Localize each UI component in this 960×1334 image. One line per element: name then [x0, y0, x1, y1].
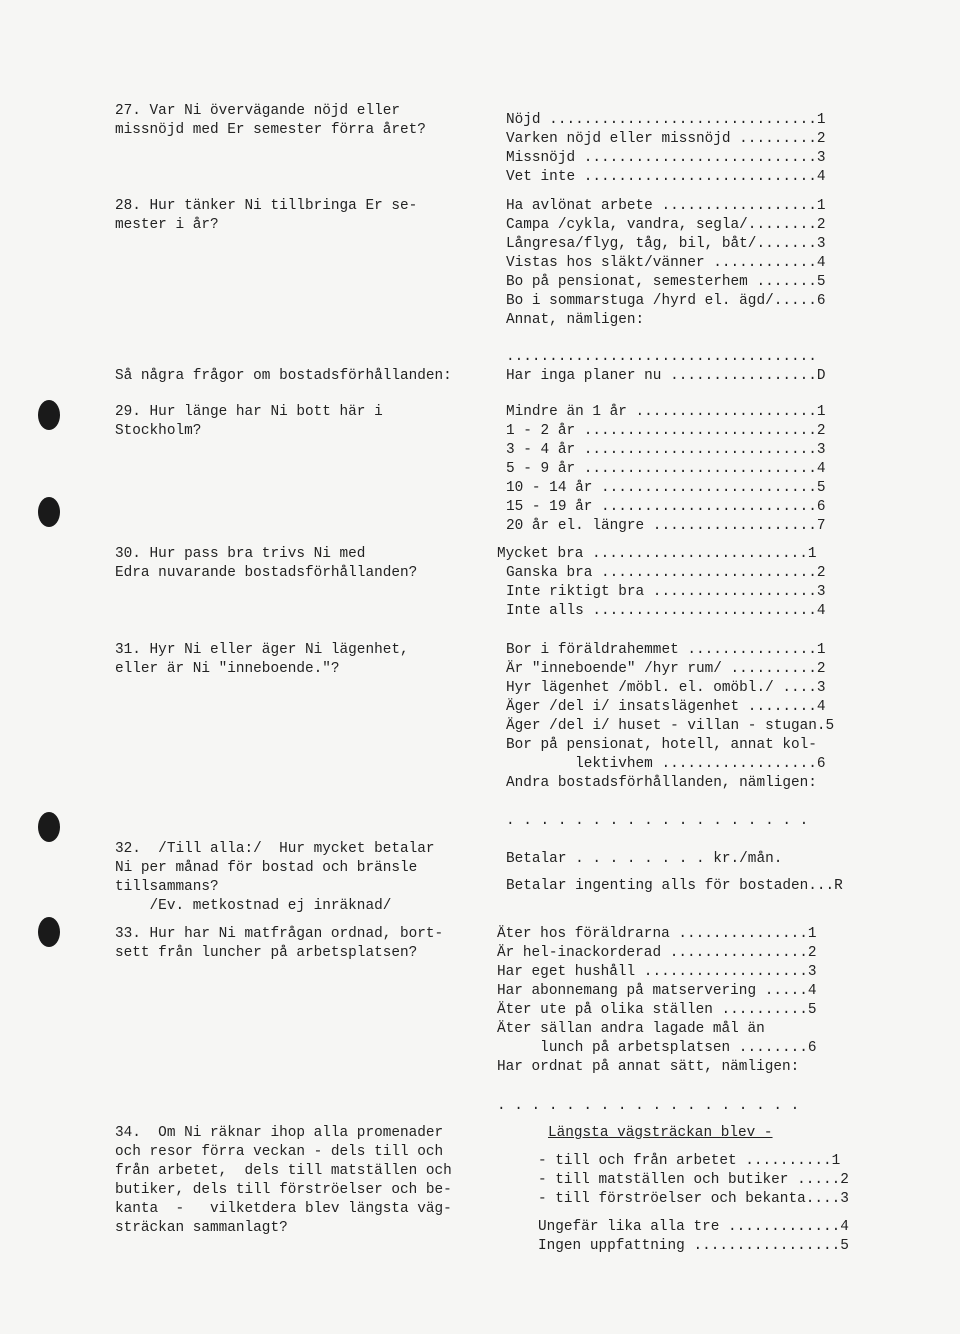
q28-option: Långresa/flyg, tåg, bil, båt/.......3	[506, 236, 826, 252]
q29-option: 20 år el. längre ...................7	[506, 518, 826, 534]
q28-option-other: Annat, nämligen:	[506, 312, 645, 328]
q34-text-line: sträckan sammanlagt?	[115, 1220, 288, 1236]
q33-text-line: sett från luncher på arbetsplatsen?	[115, 945, 418, 961]
q28-option: Campa /cykla, vandra, segla/........2	[506, 217, 826, 233]
q27-text-line: missnöjd med Er semester förra året?	[115, 122, 426, 138]
punch-hole-2	[38, 497, 60, 527]
q28-option: Bo i sommarstuga /hyrd el. ägd/.....6	[506, 293, 826, 309]
q33-option: Äter ute på olika ställen ..........5	[497, 1002, 817, 1018]
q33-option: Har abonnemang på matservering .....4	[497, 983, 817, 999]
q34-text-line: och resor förra veckan - dels till och	[115, 1144, 444, 1160]
q32-amount-field: Betalar . . . . . . . . kr./mån.	[506, 851, 783, 867]
q29-option: Mindre än 1 år .....................1	[506, 404, 826, 420]
q31-option: Äger /del i/ insatslägenhet ........4	[506, 699, 826, 715]
punch-hole-4	[38, 917, 60, 947]
q34-text-line: 34. Om Ni räknar ihop alla promenader	[115, 1125, 444, 1141]
q28-text-line: 28. Hur tänker Ni tillbringa Er se-	[115, 198, 418, 214]
q33-text-line: 33. Hur har Ni matfrågan ordnad, bort-	[115, 926, 444, 942]
q29-option: 5 - 9 år ...........................4	[506, 461, 826, 477]
q31-text-line: eller är Ni "inneboende."?	[115, 661, 340, 677]
q32-text-line: /Ev. metkostnad ej inräknad/	[115, 898, 392, 914]
q34-option: Ungefär lika alla tre .............4	[538, 1219, 849, 1235]
q27-option: Varken nöjd eller missnöjd .........2	[506, 131, 826, 147]
q28-text-line: mester i år?	[115, 217, 219, 233]
q30-text-line: Edra nuvarande bostadsförhållanden?	[115, 565, 418, 581]
q34-option: - till förströelser och bekanta....3	[538, 1191, 849, 1207]
q34-option: - till och från arbetet ..........1	[538, 1153, 841, 1169]
q32-text-line: Ni per månad för bostad och bränsle	[115, 860, 418, 876]
q30-option: Inte alls ..........................4	[506, 603, 826, 619]
punch-hole-3	[38, 812, 60, 842]
punch-hole-1	[38, 400, 60, 430]
q27-option: Vet inte ...........................4	[506, 169, 826, 185]
q27-option: Nöjd ...............................1	[506, 112, 826, 128]
q28-option: Bo på pensionat, semesterhem .......5	[506, 274, 826, 290]
q27-text-line: 27. Var Ni övervägande nöjd eller	[115, 103, 400, 119]
q33-fill-line: . . . . . . . . . . . . . . . . . .	[497, 1098, 800, 1114]
q33-option: Äter sällan andra lagade mål än	[497, 1021, 765, 1037]
q33-option: Är hel-inackorderad ................2	[497, 945, 817, 961]
q29-option: 1 - 2 år ...........................2	[506, 423, 826, 439]
q30-option: Ganska bra .........................2	[506, 565, 826, 581]
q30-option: Inte riktigt bra ...................3	[506, 584, 826, 600]
q33-option: Har eget hushåll ...................3	[497, 964, 817, 980]
q31-option: lektivhem ..................6	[506, 756, 826, 772]
q29-option: 10 - 14 år .........................5	[506, 480, 826, 496]
q32-text-line: tillsammans?	[115, 879, 219, 895]
q31-option: Bor på pensionat, hotell, annat kol-	[506, 737, 817, 753]
q29-option: 15 - 19 år .........................6	[506, 499, 826, 515]
q33-option: lunch på arbetsplatsen ........6	[497, 1040, 817, 1056]
q32-text-line: 32. /Till alla:/ Hur mycket betalar	[115, 841, 435, 857]
q33-option: Äter hos föräldrarna ...............1	[497, 926, 817, 942]
q29-text-line: 29. Hur länge har Ni bott här i	[115, 404, 383, 420]
q28-fill-line: ....................................	[506, 349, 817, 365]
q34-option: - till matställen och butiker .....2	[538, 1172, 849, 1188]
q34-answer-heading: Längsta vägsträckan blev -	[548, 1125, 773, 1141]
q29-text-line: Stockholm?	[115, 423, 202, 439]
q33-option-other: Har ordnat på annat sätt, nämligen:	[497, 1059, 800, 1075]
q34-text-line: butiker, dels till förströelser och be-	[115, 1182, 452, 1198]
q31-option: Äger /del i/ huset - villan - stugan.5	[506, 718, 835, 734]
q31-option: Är "inneboende" /hyr rum/ ..........2	[506, 661, 826, 677]
q30-option: Mycket bra .........................1	[497, 546, 817, 562]
q34-text-line: kanta - vilketdera blev längsta väg-	[115, 1201, 452, 1217]
q31-text-line: 31. Hyr Ni eller äger Ni lägenhet,	[115, 642, 409, 658]
q30-text-line: 30. Hur pass bra trivs Ni med	[115, 546, 366, 562]
q31-fill-line: . . . . . . . . . . . . . . . . . .	[506, 813, 809, 829]
q27-option: Missnöjd ...........................3	[506, 150, 826, 166]
q31-option: Bor i föräldrahemmet ...............1	[506, 642, 826, 658]
q34-text-line: från arbetet, dels till matställen och	[115, 1163, 452, 1179]
q34-option: Ingen uppfattning .................5	[538, 1238, 849, 1254]
q29-option: 3 - 4 år ...........................3	[506, 442, 826, 458]
q32-option: Betalar ingenting alls för bostaden...R	[506, 878, 843, 894]
q28-option: Ha avlönat arbete ..................1	[506, 198, 826, 214]
section-title: Så några frågor om bostadsförhållanden:	[115, 368, 452, 384]
q28-option: Vistas hos släkt/vänner ............4	[506, 255, 826, 271]
q31-option: Hyr lägenhet /möbl. el. omöbl./ ....3	[506, 680, 826, 696]
q28-option-noplans: Har inga planer nu .................D	[506, 368, 826, 384]
q31-option-other: Andra bostadsförhållanden, nämligen:	[506, 775, 817, 791]
